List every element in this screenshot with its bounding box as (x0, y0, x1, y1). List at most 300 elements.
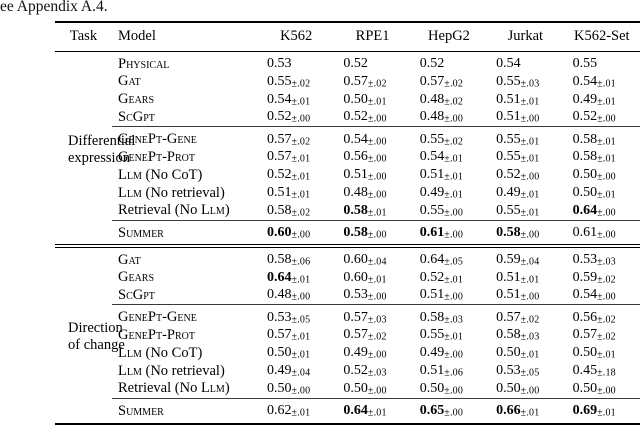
value-cell (258, 362, 334, 380)
table-row (55, 362, 640, 380)
value-cell (564, 148, 640, 166)
score-stddev: ±.00 (444, 291, 464, 303)
score-value: 0.52 (267, 109, 292, 125)
score-stddev: ±.01 (597, 153, 616, 165)
model-name-smallcaps: Gears (118, 269, 155, 286)
score-stddev: ±.02 (444, 96, 464, 107)
score-value: 0.60 (267, 225, 292, 240)
model-cell (112, 166, 258, 184)
score-stddev: ±.01 (444, 189, 464, 201)
value-cell (334, 91, 410, 109)
model-cell (112, 380, 258, 398)
value-cell (487, 362, 563, 380)
table-row (55, 220, 640, 244)
score-value: 0.49 (572, 91, 598, 107)
value-cell (334, 202, 410, 220)
score-stddev: ±.01 (597, 96, 616, 107)
score-stddev: ±.00 (291, 113, 311, 125)
score-stddev: ±.00 (444, 407, 464, 419)
score-stddev: ±.01 (520, 274, 540, 286)
model-name-smallcaps: Llm (200, 380, 225, 397)
score-value: 0.53 (267, 309, 292, 325)
score-stddev: ±.00 (367, 153, 387, 165)
score-stddev: ±.00 (291, 385, 311, 397)
task-label-line: Differential (68, 132, 136, 149)
score-value: 0.53 (572, 252, 598, 268)
table-row (55, 269, 640, 287)
score-value: 0.51 (419, 363, 445, 379)
value-cell (487, 202, 563, 220)
score-stddev: ±.00 (367, 385, 387, 397)
score-value: 0.57 (267, 131, 292, 147)
column-header-task: Task (55, 22, 112, 51)
value-cell (411, 220, 487, 244)
score-value: 0.50 (496, 345, 521, 361)
model-cell (112, 344, 258, 362)
score-value: 0.55 (496, 149, 521, 164)
value-cell (564, 398, 640, 424)
value-cell (487, 398, 563, 424)
score-value: 0.52 (267, 167, 292, 182)
table-row (55, 127, 640, 149)
score-value: 0.55 (419, 202, 445, 218)
column-header-model: Model (112, 22, 258, 51)
value-cell (411, 326, 487, 344)
score-value: 0.51 (267, 185, 292, 200)
header-row (55, 22, 640, 51)
score-stddev: ±.00 (367, 229, 387, 241)
value-cell (487, 220, 563, 244)
score-stddev: ±.01 (444, 331, 464, 343)
score-stddev: ±.00 (367, 171, 387, 183)
value-cell (334, 73, 410, 91)
value-cell (334, 127, 410, 149)
score-value: 0.52 (419, 269, 445, 285)
table-row (55, 344, 640, 362)
value-cell (334, 287, 410, 305)
score-stddev: ±.00 (597, 113, 616, 125)
value-cell (334, 326, 410, 344)
value-cell (411, 287, 487, 305)
score-value: 0.49 (496, 185, 521, 200)
score-value: 0.57 (343, 309, 368, 325)
value-cell (258, 166, 334, 184)
score-value: 0.55 (267, 73, 292, 89)
model-name-smallcaps: Physical (118, 55, 170, 72)
table-row (55, 184, 640, 202)
score-stddev: ±.02 (291, 136, 311, 147)
score-value: 0.54 (572, 73, 598, 89)
model-name-smallcaps: Gat (118, 251, 141, 268)
score-value: 0.58 (267, 252, 292, 268)
score-value: 0.58 (572, 149, 598, 164)
value-cell (334, 166, 410, 184)
score-stddev: ±.05 (291, 314, 311, 326)
score-value: 0.52 (343, 56, 368, 71)
appendix-reference-text: ee Appendix A.4. (0, 0, 108, 15)
score-value: 0.64 (572, 202, 598, 218)
model-name-smallcaps: Gat (118, 73, 141, 89)
model-name-smallcaps: GenePt-Gene (118, 131, 197, 147)
score-stddev: ±.02 (291, 78, 311, 89)
column-header-rpe1: RPE1 (334, 22, 410, 51)
value-cell (411, 269, 487, 287)
model-cell (112, 305, 258, 327)
score-value: 0.49 (419, 185, 445, 200)
value-cell (411, 247, 487, 269)
score-stddev: ±.01 (291, 189, 311, 201)
score-stddev: ±.00 (520, 229, 540, 241)
score-value: 0.51 (343, 167, 368, 182)
score-value: 0.50 (572, 345, 598, 361)
score-stddev: ±.02 (291, 207, 311, 219)
value-cell (334, 148, 410, 166)
table-row (55, 166, 640, 184)
score-value: 0.49 (419, 345, 445, 361)
score-value: 0.49 (267, 363, 292, 379)
value-cell (564, 91, 640, 109)
table-row (55, 287, 640, 305)
score-stddev: ±.01 (444, 153, 464, 165)
score-value: 0.57 (572, 327, 598, 343)
score-stddev: ±.00 (520, 291, 540, 303)
table-row (55, 91, 640, 109)
table-row (55, 247, 640, 269)
value-cell (411, 362, 487, 380)
score-value: 0.53 (267, 56, 292, 71)
score-stddev: ±.01 (367, 407, 387, 419)
model-cell (112, 127, 258, 149)
score-value: 0.57 (267, 149, 292, 164)
model-name-smallcaps: Llm (118, 344, 142, 361)
score-value: 0.55 (419, 131, 445, 147)
score-value: 0.64 (267, 269, 292, 285)
task-section (55, 51, 640, 244)
score-value: 0.55 (496, 73, 521, 89)
value-cell (564, 220, 640, 244)
model-name-plain: Retrieval (No (118, 380, 201, 397)
value-cell (564, 287, 640, 305)
value-cell (411, 202, 487, 220)
model-name-smallcaps: GenePt-Gene (118, 309, 197, 326)
score-stddev: ±.00 (291, 229, 311, 241)
table-row (55, 109, 640, 127)
value-cell (334, 184, 410, 202)
score-value: 0.50 (267, 380, 292, 396)
score-stddev: ±.01 (520, 207, 540, 219)
score-value: 0.57 (419, 73, 445, 89)
score-stddev: ±.03 (367, 367, 387, 379)
score-stddev: ±.01 (444, 274, 464, 286)
table-row (55, 380, 640, 398)
score-stddev: ±.00 (597, 385, 616, 397)
value-cell (258, 305, 334, 327)
score-value: 0.58 (267, 202, 292, 218)
value-cell (258, 326, 334, 344)
value-cell (334, 398, 410, 424)
value-cell (258, 91, 334, 109)
score-stddev: ±.05 (444, 256, 464, 268)
score-stddev: ±.00 (444, 349, 464, 361)
model-cell (112, 287, 258, 305)
column-header-k562-set: K562-Set (564, 22, 640, 51)
score-stddev: ±.04 (291, 367, 311, 379)
value-cell (564, 73, 640, 91)
score-stddev: ±.02 (444, 136, 464, 147)
score-stddev: ±.00 (367, 291, 387, 303)
score-value: 0.54 (267, 91, 292, 107)
score-stddev: ±.02 (597, 274, 616, 286)
table-row (55, 51, 640, 73)
score-value: 0.54 (343, 131, 368, 147)
model-name-smallcaps: Summer (118, 402, 164, 419)
score-stddev: ±.00 (597, 171, 616, 183)
score-value: 0.51 (496, 109, 521, 125)
score-value: 0.57 (496, 309, 521, 325)
score-value: 0.50 (572, 167, 598, 182)
score-value: 0.60 (343, 269, 368, 285)
score-stddev: ±.01 (291, 331, 311, 343)
task-section (55, 247, 640, 424)
score-value: 0.52 (343, 109, 368, 125)
value-cell (487, 247, 563, 269)
score-stddev: ±.01 (291, 171, 311, 183)
model-name-plain: ) (224, 380, 230, 397)
score-value: 0.50 (572, 185, 598, 200)
value-cell (564, 166, 640, 184)
value-cell (334, 305, 410, 327)
score-stddev: ±.03 (367, 314, 387, 326)
score-stddev: ±.01 (291, 274, 311, 286)
table-row (55, 148, 640, 166)
score-stddev: ±.04 (520, 256, 540, 268)
score-stddev: ±.01 (291, 153, 311, 165)
table-head (55, 22, 640, 51)
score-stddev: ±.00 (444, 385, 464, 397)
value-cell (564, 109, 640, 127)
score-stddev: ±.01 (291, 96, 311, 107)
value-cell (487, 326, 563, 344)
model-cell (112, 184, 258, 202)
score-value: 0.65 (419, 403, 445, 419)
score-stddev: ±.00 (520, 171, 540, 183)
value-cell (258, 247, 334, 269)
value-cell (258, 380, 334, 398)
score-value: 0.54 (496, 56, 521, 71)
model-name-smallcaps: Llm (200, 202, 225, 219)
task-cell (55, 247, 125, 424)
model-cell (112, 398, 258, 424)
model-name-smallcaps: Summer (118, 224, 164, 241)
score-stddev: ±.01 (520, 153, 540, 165)
score-value: 0.58 (343, 202, 368, 218)
column-header-k562: K562 (258, 22, 334, 51)
score-value: 0.64 (343, 403, 368, 419)
value-cell (564, 362, 640, 380)
model-name-plain: (No CoT) (141, 344, 203, 361)
value-cell (487, 148, 563, 166)
task-label-line: Direction (68, 320, 123, 337)
score-value: 0.55 (496, 202, 521, 218)
score-value: 0.51 (496, 269, 521, 285)
model-name-smallcaps: Llm (118, 166, 142, 183)
value-cell (411, 380, 487, 398)
score-value: 0.52 (496, 167, 521, 182)
model-cell (112, 73, 258, 91)
score-stddev: ±.00 (444, 229, 464, 241)
value-cell (258, 344, 334, 362)
score-value: 0.58 (343, 225, 368, 240)
score-value: 0.69 (572, 403, 598, 419)
score-value: 0.66 (496, 403, 521, 419)
score-value: 0.61 (419, 225, 445, 240)
score-stddev: ±.02 (597, 331, 616, 343)
score-stddev: ±.18 (597, 367, 616, 379)
value-cell (258, 220, 334, 244)
value-cell (487, 91, 563, 109)
score-stddev: ±.01 (520, 189, 540, 201)
score-value: 0.52 (343, 363, 368, 379)
model-cell (112, 202, 258, 220)
score-stddev: ±.00 (597, 291, 616, 303)
score-stddev: ±.00 (597, 229, 616, 241)
value-cell (487, 344, 563, 362)
score-value: 0.51 (496, 287, 521, 303)
score-stddev: ±.00 (597, 207, 616, 219)
score-value: 0.64 (419, 252, 445, 268)
score-stddev: ±.06 (291, 256, 311, 268)
value-cell (487, 305, 563, 327)
score-value: 0.45 (572, 363, 598, 379)
value-cell (487, 51, 563, 73)
value-cell (564, 202, 640, 220)
model-cell (112, 51, 258, 73)
value-cell (411, 51, 487, 73)
score-value: 0.50 (267, 345, 292, 361)
score-value: 0.62 (267, 403, 292, 419)
value-cell (564, 51, 640, 73)
model-name-smallcaps: GenePt-Prot (118, 326, 195, 343)
task-label-line: expression (68, 149, 131, 166)
task-label-line: of change (68, 337, 125, 354)
score-value: 0.57 (343, 327, 368, 343)
value-cell (564, 247, 640, 269)
score-value: 0.53 (496, 363, 521, 379)
column-header-jurkat: Jurkat (487, 22, 563, 51)
score-value: 0.58 (419, 309, 445, 325)
score-value: 0.55 (572, 56, 598, 71)
value-cell (258, 109, 334, 127)
score-value: 0.51 (419, 167, 445, 182)
value-cell (564, 127, 640, 149)
score-value: 0.57 (343, 73, 368, 89)
table-row (55, 73, 640, 91)
score-value: 0.54 (419, 149, 445, 164)
score-value: 0.56 (343, 149, 368, 164)
value-cell (258, 51, 334, 73)
score-value: 0.51 (496, 91, 521, 107)
score-value: 0.58 (496, 225, 521, 240)
score-stddev: ±.01 (597, 136, 616, 147)
value-cell (411, 91, 487, 109)
value-cell (564, 326, 640, 344)
value-cell (564, 305, 640, 327)
value-cell (411, 109, 487, 127)
value-cell (564, 380, 640, 398)
value-cell (334, 51, 410, 73)
score-stddev: ±.03 (520, 331, 540, 343)
value-cell (258, 148, 334, 166)
value-cell (258, 73, 334, 91)
value-cell (334, 344, 410, 362)
score-stddev: ±.00 (444, 113, 464, 125)
value-cell (334, 109, 410, 127)
value-cell (487, 73, 563, 91)
score-value: 0.61 (572, 225, 598, 240)
model-cell (112, 247, 258, 269)
model-cell (112, 220, 258, 244)
value-cell (334, 247, 410, 269)
column-header-hepg2: HepG2 (411, 22, 487, 51)
value-cell (411, 305, 487, 327)
value-cell (411, 148, 487, 166)
value-cell (564, 344, 640, 362)
score-stddev: ±.03 (597, 256, 616, 268)
score-value: 0.53 (343, 287, 368, 303)
score-stddev: ±.02 (367, 331, 387, 343)
score-stddev: ±.01 (367, 274, 387, 286)
value-cell (564, 269, 640, 287)
score-stddev: ±.00 (367, 349, 387, 361)
score-stddev: ±.04 (367, 256, 387, 268)
value-cell (487, 166, 563, 184)
value-cell (258, 398, 334, 424)
score-stddev: ±.06 (444, 367, 464, 379)
model-name-smallcaps: Gears (118, 91, 155, 107)
results-table (55, 21, 640, 425)
value-cell (258, 202, 334, 220)
value-cell (411, 344, 487, 362)
score-value: 0.57 (267, 327, 292, 343)
value-cell (487, 269, 563, 287)
score-value: 0.60 (343, 252, 368, 268)
model-name-plain: (No retrieval) (141, 362, 225, 379)
model-name-smallcaps: Llm (118, 362, 142, 379)
value-cell (258, 269, 334, 287)
score-value: 0.55 (419, 327, 445, 343)
model-cell (112, 148, 258, 166)
model-name-smallcaps: Llm (118, 184, 142, 201)
score-stddev: ±.01 (597, 407, 616, 419)
score-stddev: ±.00 (444, 207, 464, 219)
value-cell (258, 127, 334, 149)
model-cell (112, 269, 258, 287)
table-row (55, 202, 640, 220)
value-cell (487, 287, 563, 305)
score-stddev: ±.01 (367, 207, 387, 219)
table-row (55, 305, 640, 327)
score-stddev: ±.00 (520, 385, 540, 397)
score-value: 0.48 (419, 91, 445, 107)
score-value: 0.52 (419, 56, 445, 71)
value-cell (487, 380, 563, 398)
value-cell (334, 380, 410, 398)
value-cell (487, 127, 563, 149)
score-stddev: ±.01 (367, 96, 387, 107)
table-row (55, 398, 640, 424)
model-name-plain: ) (224, 202, 230, 219)
score-value: 0.48 (419, 109, 445, 125)
